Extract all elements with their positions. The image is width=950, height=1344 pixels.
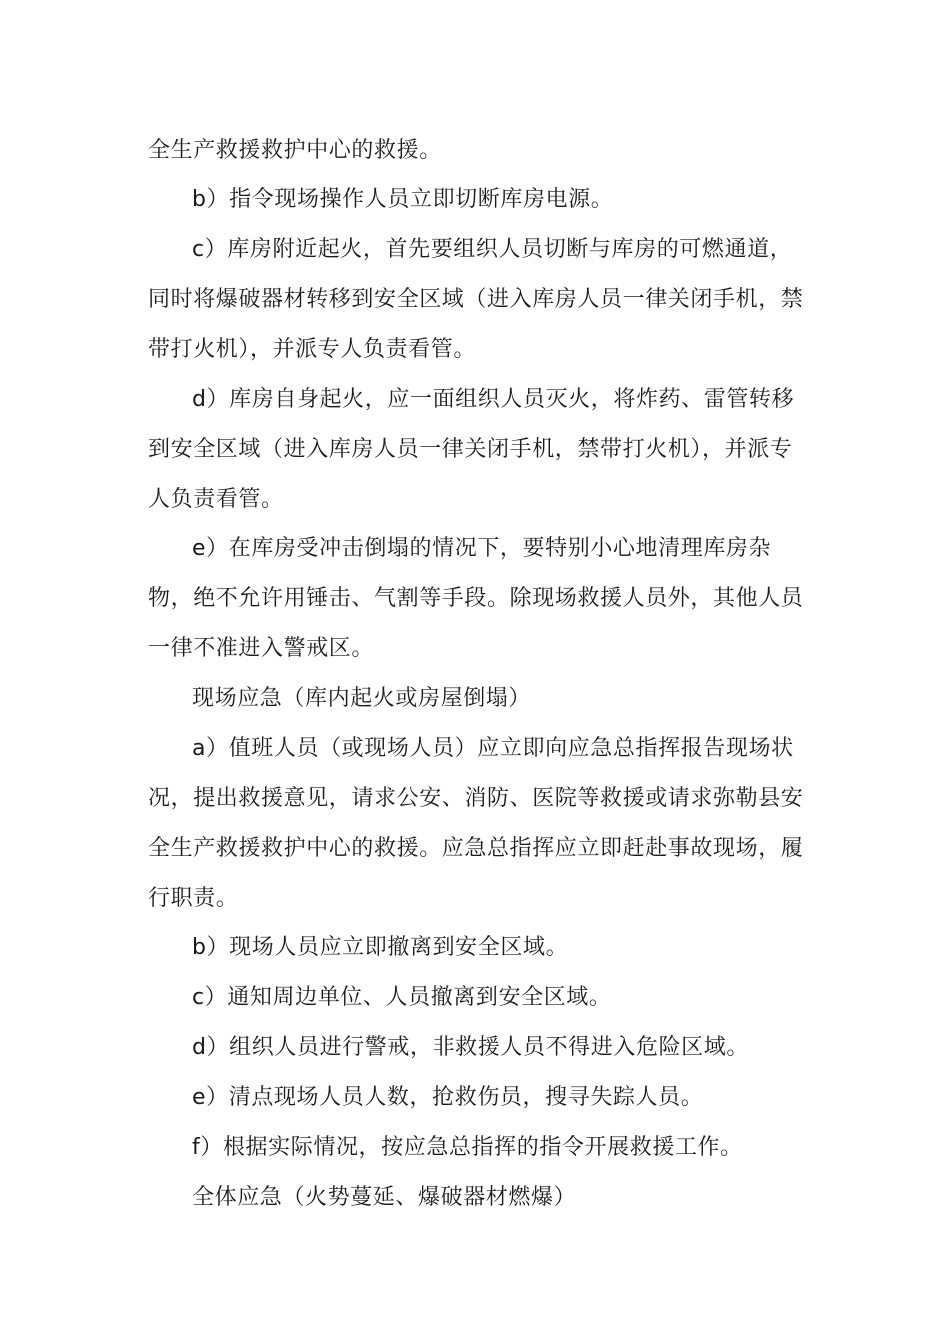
text-line: 况，提出救援意见，请求公安、消防、医院等救援或请求弥勒县安 (148, 786, 804, 811)
text-line: 同时将爆破器材转移到安全区域（进入库房人员一律关闭手机，禁 (148, 287, 804, 312)
text-line-item-c: c）通知周边单位、人员撤离到安全区域。 (192, 985, 612, 1010)
text-line-item-b: b）现场人员应立即撤离到安全区域。 (192, 935, 569, 960)
text-line-item-c: c）库房附近起火，首先要组织人员切断与库房的可燃通道， (192, 237, 793, 262)
text-line-item-e: e）清点现场人员人数，抢救伤员，搜寻失踪人员。 (192, 1085, 704, 1110)
text-line-item-f: f）根据实际情况，按应急总指挥的指令开展救援工作。 (192, 1135, 743, 1160)
text-line: 物，绝不允许用锤击、气割等手段。除现场救援人员外，其他人员 (148, 586, 804, 611)
text-line: 行职责。 (148, 886, 239, 911)
section-heading-onsite: 现场应急（库内起火或房屋倒塌） (192, 686, 532, 711)
text-line: 人负责看管。 (148, 487, 284, 512)
text-line: 一律不准进入警戒区。 (148, 636, 375, 661)
text-line: 带打火机），并派专人负责看管。 (148, 337, 477, 362)
text-line: 全生产救援救护中心的救援。应急总指挥应立即赶赴事故现场，履 (148, 836, 804, 861)
text-line-item-b: b）指令现场操作人员立即切断库房电源。 (192, 187, 614, 212)
text-line-continuation: 全生产救援救护中心的救援。 (148, 138, 442, 163)
text-line: 到安全区域（进入库房人员一律关闭手机，禁带打火机），并派专 (148, 437, 793, 462)
section-heading-full: 全体应急（火势蔓延、爆破器材燃爆） (192, 1185, 577, 1210)
text-line-item-a: a）值班人员（或现场人员）应立即向应急总指挥报告现场状 (192, 736, 794, 761)
text-line-item-e: e）在库房受冲击倒塌的情况下，要特别小心地清理库房杂 (192, 536, 772, 561)
text-line-item-d: d）组织人员进行警戒，非救援人员不得进入危险区域。 (192, 1035, 749, 1060)
text-line-item-d: d）库房自身起火，应一面组织人员灭火，将炸药、雷管转移 (192, 387, 795, 412)
